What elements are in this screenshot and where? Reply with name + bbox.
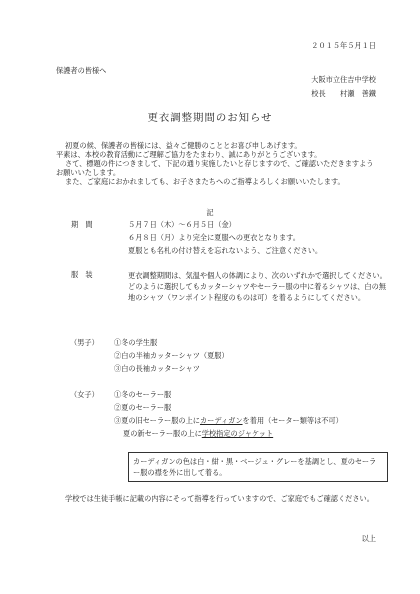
item-text: を着用（セーター類等は不可） [242, 416, 343, 425]
closing-paragraph: 学校では生徒手帳に記載の内容にそって指導を行っていますので、ご家庭でもご確認ください。 [65, 494, 374, 503]
notice-title: 更衣調整期間のお知らせ [147, 112, 273, 124]
greeting-line: 平素は、本校の教育活動にご理解ご協力をたまわり、誠にありがとうございます。 [56, 150, 322, 159]
list-item: ②白の半袖カッターシャツ（夏服） [114, 351, 229, 360]
greeting-paragraph [56, 141, 376, 186]
period-summer-start: ６月８日（月）より完全に夏服への更衣となります。 [128, 233, 300, 242]
attire-label: 服 装 [71, 270, 93, 279]
period-dates: ５月７日（木）～６月５日（金） [128, 220, 236, 229]
girls-label: （女子） [70, 390, 99, 399]
cardigan-color-note: カーディガンの色は白・紺・黒・ベージュ・グレーを基調とし、夏のセーラー服の襟を外に出して着る。 [128, 452, 388, 482]
school-name: 大阪市立住吉中学校 [311, 75, 376, 84]
ki-heading: 記 [206, 208, 214, 217]
period-nametag-note: 夏服とも名札の付け替えを忘れないよう、ご注意ください。 [128, 246, 323, 255]
list-item: ①冬のセーラー服 [114, 390, 172, 399]
greeting-line: また、ご家庭におかれましても、お子さまたちへのご指導よろしくお願いいたします。 [65, 177, 345, 186]
item-text: 夏の新セーラー服の上に [123, 429, 202, 438]
principal-name: 校長 村瀬 善鐵 [311, 89, 376, 98]
girls-options [114, 390, 343, 442]
boys-label: （男子） [70, 338, 99, 347]
boys-options [114, 338, 229, 377]
recipient: 保護者の皆様へ [56, 66, 107, 75]
greeting-line: 初夏の候、保護者の皆様には、益々ご健勝のこととお喜び申しあげます。 [65, 141, 302, 150]
cardigan-underlined: カーディガン [199, 416, 243, 425]
period-label: 期 間 [71, 220, 93, 229]
item-text: ③夏の旧セーラー服の上に [114, 416, 200, 425]
list-item: ②夏のセーラー服 [114, 403, 172, 412]
issue-date: ２０１５年５月１日 [311, 41, 376, 50]
end-mark: 以上 [361, 534, 376, 543]
list-item [114, 429, 343, 442]
list-item: ③白の長袖カッターシャツ [114, 364, 200, 373]
jacket-underlined: 学校指定のジャケット [201, 429, 274, 438]
list-item: ①冬の学生服 [114, 338, 158, 347]
greeting-line: さて、標題の件につきまして、下記の通り実施したいと存じますので、ご確認いただきますようお願いいたします。 [56, 159, 374, 177]
attire-text: 更衣調整期間は、気温や個人の体調により、次のいずれかで選択してください。どのように選択してもカッターシャツやセーラー服の中に着るシャツは、白の無地のシャツ（ワンポイント程度のものは可）を着るようにしてください。 [128, 271, 387, 303]
list-item [114, 416, 343, 429]
